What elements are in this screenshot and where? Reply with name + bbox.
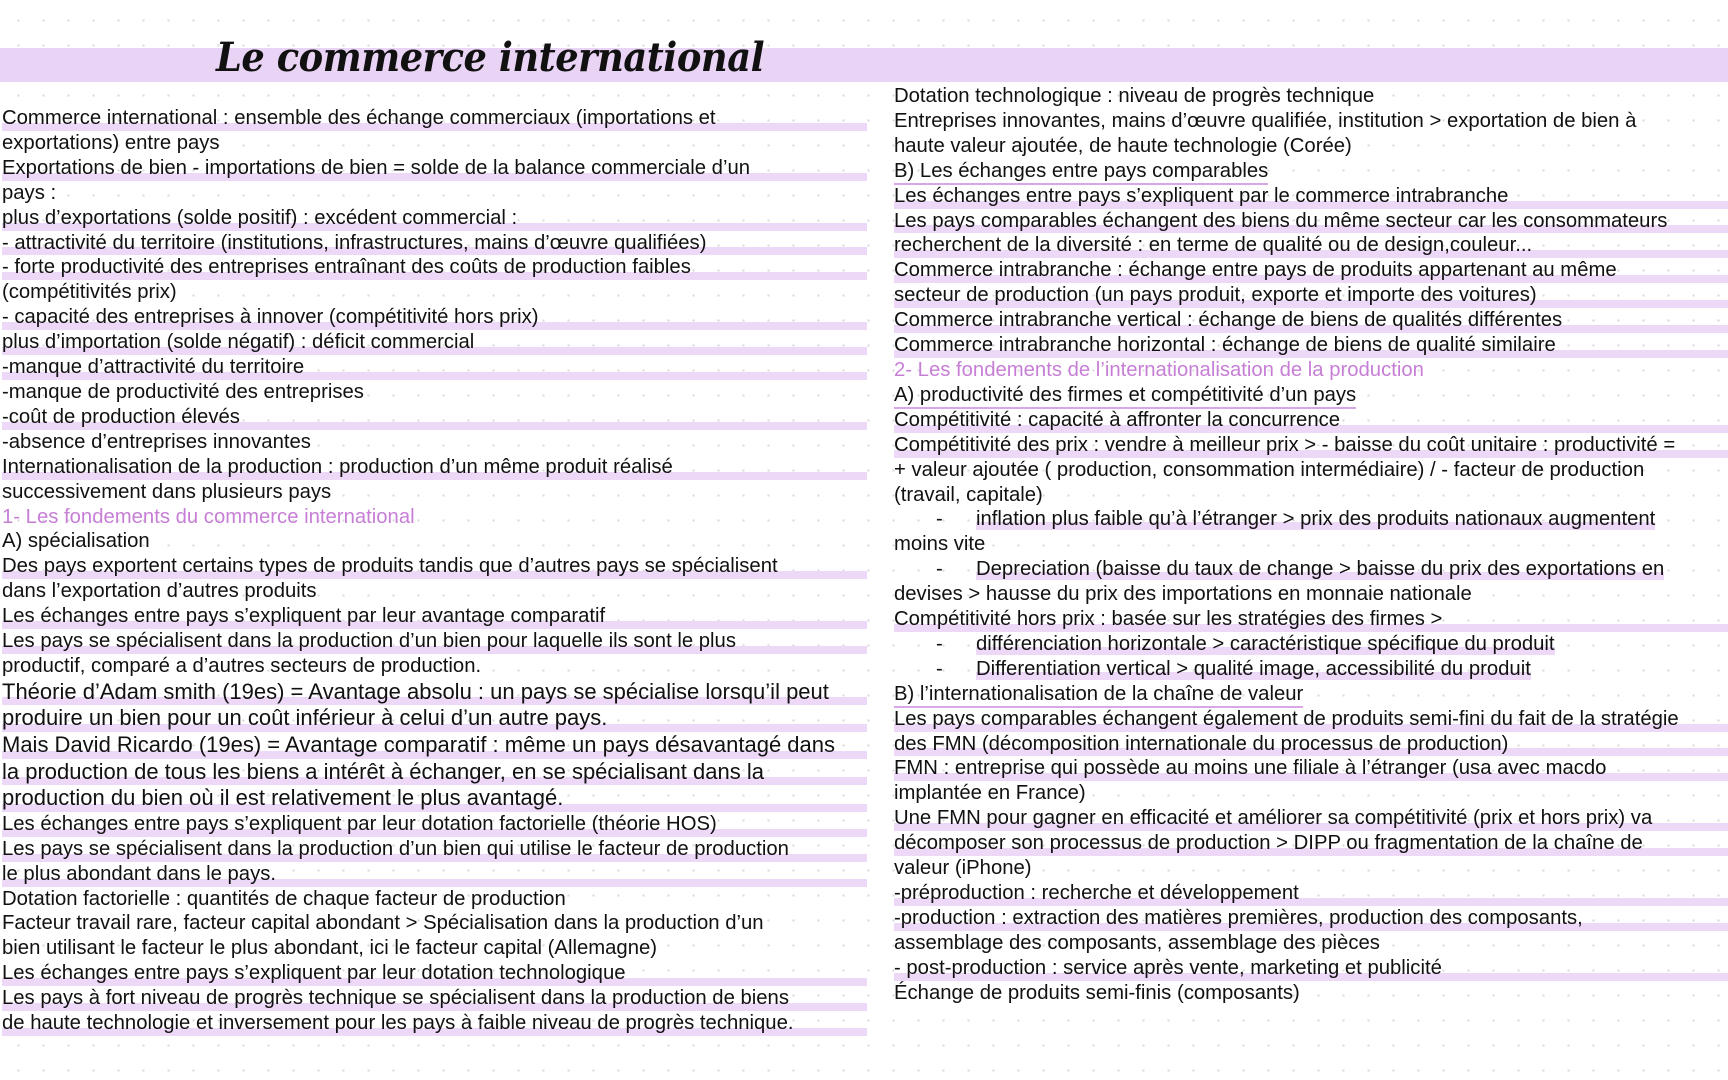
text-line: -production : extraction des matières premières, production des composants,: [894, 906, 1728, 931]
bullet-dash: -: [936, 508, 943, 531]
text-line: production du bien où il est relativement le plus avantagé.: [2, 785, 867, 812]
text-line: valeur (iPhone): [894, 857, 1032, 880]
text-line: Mais David Ricardo (19es) = Avantage comparatif : même un pays désavantagé dans: [2, 732, 867, 759]
text-line: produire un bien pour un coût inférieur à celui d’un autre pays.: [2, 705, 867, 732]
text-line: différenciation horizontale > caractéristique spécifique du produit: [976, 632, 1555, 655]
text-line: de haute technologie et inversement pour les pays à faible niveau de progrès technique.: [2, 1011, 867, 1036]
text-line: -manque d’attractivité du territoire: [2, 355, 867, 380]
text-line: recherchent de la diversité : en terme de qualité ou de design,couleur...: [894, 233, 1728, 258]
text-line: moins vite: [894, 533, 986, 556]
page-title: Le commerce international: [216, 34, 765, 81]
text-line: bien utilisant le facteur le plus abondant, ici le facteur capital (Allemagne): [2, 937, 658, 960]
text-line: -manque de productivité des entreprises: [2, 380, 364, 403]
text-line: -absence d’entreprises innovantes: [2, 430, 311, 453]
text-line: assemblage des composants, assemblage des pièces: [894, 931, 1380, 954]
text-line: -coût de production élevés: [2, 405, 867, 430]
text-line: implantée en France): [894, 782, 1086, 805]
subsection-heading: B) Les échanges entre pays comparables: [894, 160, 1268, 185]
text-line: plus d’importation (solde négatif) : déficit commercial: [2, 330, 867, 355]
text-line: Dotation technologique : niveau de progrès technique: [894, 85, 1375, 107]
text-line: Commerce international : ensemble des échange commerciaux (importations et: [2, 106, 867, 131]
text-line: -préproduction : recherche et développement: [894, 881, 1728, 906]
text-line: successivement dans plusieurs pays: [2, 480, 332, 503]
text-line: Les pays se spécialisent dans la production d’un bien qui utilise le facteur de production: [2, 837, 867, 862]
text-line: Depreciation (baisse du taux de change > baisse du prix des exportations en: [976, 558, 1665, 581]
text-line: - post-production : service après vente, marketing et publicité: [894, 956, 1728, 981]
text-line: Les échanges entre pays s’expliquent par leur avantage comparatif: [2, 604, 867, 629]
text-line: Les pays comparables échangent des biens du même secteur car les consommateurs: [894, 209, 1728, 234]
text-line: Differentiation vertical > qualité image, accessibilité du produit: [976, 657, 1531, 680]
text-line: Dotation factorielle : quantités de chaque facteur de production: [2, 887, 566, 910]
text-line: Des pays exportent certains types de produits tandis que d’autres pays se spécialisent: [2, 554, 867, 579]
subsection-heading: A) spécialisation: [2, 530, 150, 553]
text-line: Théorie d’Adam smith (19es) = Avantage absolu : un pays se spécialise lorsqu’il peut: [2, 679, 867, 706]
subsection-heading: B) l’internationalisation de la chaîne de valeur: [894, 683, 1303, 708]
text-line: Commerce intrabranche horizontal : échange de biens de qualité similaire: [894, 333, 1728, 358]
text-line: Les échanges entre pays s’expliquent par leur dotation factorielle (théorie HOS): [2, 812, 867, 837]
text-line: Une FMN pour gagner en efficacité et améliorer sa compétitivité (prix et hors prix) va: [894, 806, 1728, 831]
subsection-heading: A) productivité des firmes et compétitivité d’un pays: [894, 384, 1356, 409]
text-line: plus d’exportations (solde positif) : excédent commercial :: [2, 206, 867, 231]
text-line: décomposer son processus de production > DIPP ou fragmentation de la chaîne de: [894, 831, 1728, 856]
text-line: Les échanges entre pays s’expliquent par le commerce intrabranche: [894, 184, 1728, 209]
text-line: exportations) entre pays: [2, 131, 220, 154]
text-line: - attractivité du territoire (institutions, infrastructures, mains d’œuvre qualifiées): [2, 231, 867, 256]
text-line: Les pays comparables échangent également de produits semi-fini du fait de la stratégie: [894, 707, 1728, 732]
text-line: la production de tous les biens a intérêt à échanger, en se spécialisant dans la: [2, 759, 867, 786]
text-line: FMN : entreprise qui possède au moins une filiale à l’étranger (usa avec macdo: [894, 756, 1728, 781]
right-column: [894, 84, 1728, 1006]
text-line: Commerce intrabranche : échange entre pays de produits appartenant au même: [894, 258, 1728, 283]
section-heading: 2- Les fondements de l’internationalisation de la production: [894, 358, 1424, 381]
text-line: Compétitivité hors prix : basée sur les stratégies des firmes >: [894, 607, 1728, 632]
text-line: - forte productivité des entreprises entraînant des coûts de production faibles: [2, 255, 867, 280]
text-line: Les pays à fort niveau de progrès technique se spécialisent dans la production de biens: [2, 986, 867, 1011]
text-line: Compétitivité : capacité à affronter la concurrence: [894, 408, 1728, 433]
text-line: productif, comparé a d’autres secteurs de production.: [2, 654, 482, 677]
text-line: devises > hausse du prix des importations en monnaie nationale: [894, 583, 1472, 606]
text-line: Internationalisation de la production : production d’un même produit réalisé: [2, 455, 867, 480]
text-line: Facteur travail rare, facteur capital abondant > Spécialisation dans la production d’un: [2, 912, 764, 935]
bullet-dash: -: [936, 632, 943, 655]
left-column: [2, 106, 867, 1036]
text-line: + valeur ajoutée ( production, consommation intermédiaire) / - facteur de production: [894, 458, 1645, 481]
text-line: dans l’exportation d’autres produits: [2, 580, 317, 603]
text-line: pays :: [2, 181, 57, 204]
text-line: secteur de production (un pays produit, exporte et importe des voitures): [894, 283, 1728, 308]
bullet-dash: -: [936, 657, 943, 680]
text-line: (travail, capitale): [894, 483, 1043, 506]
text-line: le plus abondant dans le pays.: [2, 862, 867, 887]
text-line: inflation plus faible qu’à l’étranger > prix des produits nationaux augmentent: [976, 508, 1656, 531]
text-line: (compétitivités prix): [2, 281, 177, 304]
text-line: Entreprises innovantes, mains d’œuvre qualifiée, institution > exportation de bien à: [894, 109, 1637, 132]
text-line: haute valeur ajoutée, de haute technologie (Corée): [894, 134, 1352, 157]
text-line: Échange de produits semi-finis (composants): [894, 981, 1300, 1004]
section-heading: 1- Les fondements du commerce international: [2, 505, 415, 528]
text-line: des FMN (décomposition internationale du processus de production): [894, 732, 1728, 757]
text-line: Les pays se spécialisent dans la production d’un bien pour laquelle ils sont le plus: [2, 629, 867, 654]
bullet-dash: -: [936, 558, 943, 581]
text-line: Exportations de bien - importations de bien = solde de la balance commerciale d’un: [2, 156, 867, 181]
text-line: Commerce intrabranche vertical : échange de biens de qualités différentes: [894, 308, 1728, 333]
text-line: - capacité des entreprises à innover (compétitivité hors prix): [2, 305, 867, 330]
text-line: Les échanges entre pays s’expliquent par leur dotation technologique: [2, 961, 867, 986]
text-line: Compétitivité des prix : vendre à meilleur prix > - baisse du coût unitaire : productivité =: [894, 433, 1728, 458]
